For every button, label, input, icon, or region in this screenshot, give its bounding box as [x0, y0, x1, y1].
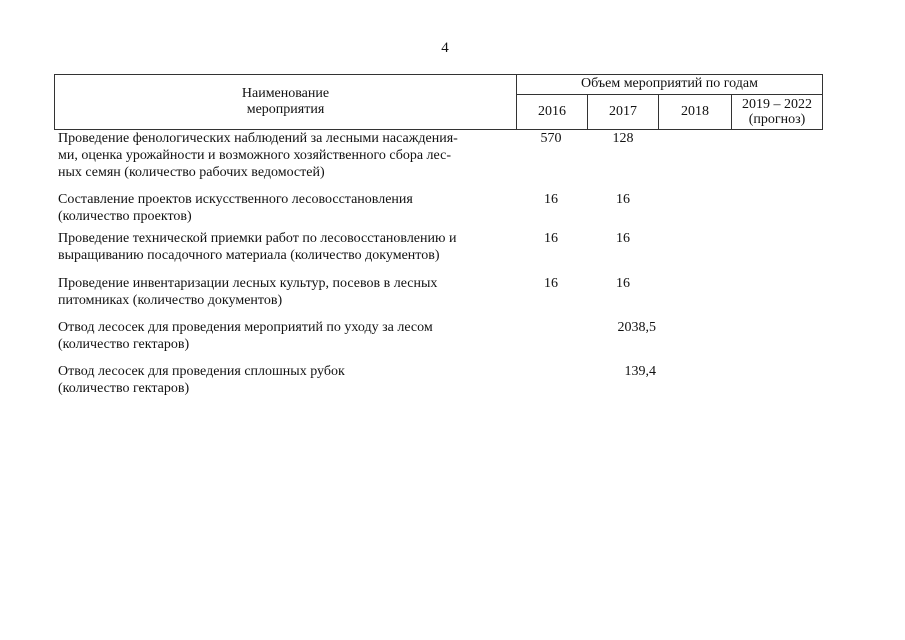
value-2017: 16 — [616, 276, 630, 291]
value-2017: 128 — [612, 131, 634, 146]
year-header-2019-2022 — [732, 94, 823, 129]
year-header-2016: 2016 — [517, 94, 588, 129]
activity-name-column-header — [55, 75, 517, 130]
value-2016: 16 — [544, 231, 558, 246]
year-range-label: 2019 – 2022 — [742, 96, 812, 112]
activity-name — [58, 275, 508, 309]
activity-name-line: (количество гектаров) — [58, 381, 190, 396]
value-2016: 16 — [544, 276, 558, 291]
activity-name-line: Проведение инвентаризации лесных культур, посевов в лесных — [58, 276, 438, 291]
activity-name-line: (количество проектов) — [58, 209, 192, 224]
activity-name-line: Проведение технической приемки работ по лесовосстановлению и — [58, 231, 457, 246]
activity-name — [58, 319, 508, 353]
activity-name — [58, 191, 508, 225]
year-header-2018: 2018 — [659, 94, 732, 129]
activity-name-line: выращиванию посадочного материала (количество документов) — [58, 248, 440, 263]
activity-name-line: (количество гектаров) — [58, 337, 190, 352]
activity-name-line: Проведение фенологических наблюдений за лесными насаждения- — [58, 131, 458, 146]
forecast-label: (прогноз) — [748, 111, 806, 127]
value-2017: 16 — [616, 231, 630, 246]
activity-name — [58, 363, 508, 397]
name-header-line1: Наименование — [241, 86, 330, 101]
value-2016: 570 — [540, 131, 562, 146]
activities-table-header — [54, 74, 823, 130]
value-2017: 2038,5 — [617, 320, 656, 335]
name-header-line2: мероприятия — [246, 102, 325, 117]
activity-name — [58, 130, 508, 181]
value-2017: 16 — [616, 192, 630, 207]
activity-name-line: Составление проектов искусственного лесовосстановления — [58, 192, 413, 207]
value-2017: 139,4 — [624, 364, 656, 379]
page-number: 4 — [441, 40, 449, 56]
year-header-2017: 2017 — [588, 94, 659, 129]
activity-name-line: Отвод лесосек для проведения сплошных рубок — [58, 364, 345, 379]
activity-name — [58, 230, 508, 264]
volume-by-years-header: Объем мероприятий по годам — [517, 75, 823, 95]
activity-name-line: Отвод лесосек для проведения мероприятий по уходу за лесом — [58, 320, 433, 335]
activity-name-line: ных семян (количество рабочих ведомостей) — [58, 165, 325, 180]
activity-name-line: питомниках (количество документов) — [58, 293, 283, 308]
activity-name-line: ми, оценка урожайности и возможного хозяйственного сбора лес- — [58, 148, 451, 163]
value-2016: 16 — [544, 192, 558, 207]
